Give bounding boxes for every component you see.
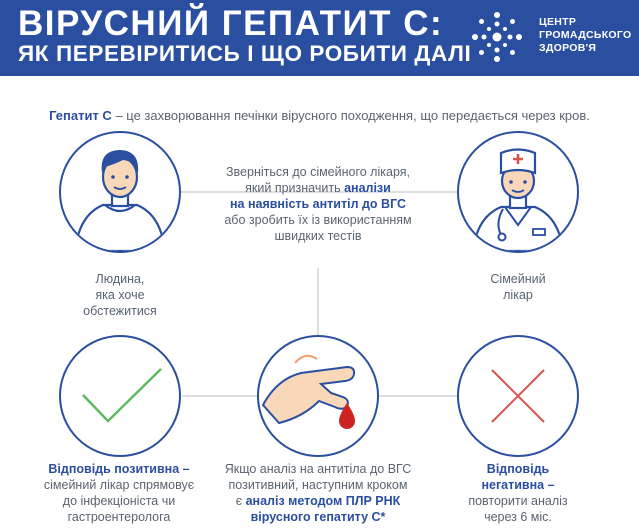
emphasis-text: на наявність антитіл до ВГС: [229, 197, 407, 211]
result-title: негативна –: [481, 478, 555, 492]
text-line: Якщо аналіз на антитіла до ВГС: [224, 462, 412, 476]
test-instructions: [198, 461, 438, 525]
negative-result-circle: [457, 335, 579, 457]
label-line: яка хоче: [95, 288, 145, 302]
person-circle: [59, 131, 181, 253]
result-title: Відповідь позитивна –: [48, 462, 190, 476]
negative-result-text: [438, 461, 598, 525]
text-line: [198, 493, 438, 509]
text-fragment: який призначить: [245, 181, 345, 195]
consult-instructions: [198, 164, 438, 244]
text-line: повторити аналіз: [468, 494, 568, 508]
org-name-line: ГРОМАДСЬКОГО: [539, 29, 632, 41]
text-line: Зверніться до сімейного лікаря,: [225, 165, 411, 179]
emphasis-text: вірусного гепатиту С*: [250, 510, 386, 524]
person-label: [40, 271, 200, 319]
org-name-line: ЦЕНТР: [539, 16, 577, 28]
text-line: [438, 477, 598, 493]
page-subtitle: ЯК ПЕРЕВІРИТИСЬ І ЩО РОБИТИ ДАЛІ: [18, 41, 472, 66]
checkmark-icon: [61, 337, 179, 455]
blood-drop-finger-icon: [259, 337, 377, 455]
text-line: [198, 180, 438, 196]
result-title: Відповідь: [486, 462, 550, 476]
doctor-circle: [457, 131, 579, 253]
label-line: Людина,: [95, 272, 145, 286]
positive-result-text: [14, 461, 224, 525]
doctor-icon: [459, 133, 577, 251]
label-line: Сімейний: [490, 272, 546, 286]
test-circle: [257, 335, 379, 457]
emphasis-text: аналізи: [344, 181, 391, 195]
text-fragment: є: [235, 494, 246, 508]
label-line: лікар: [503, 288, 533, 302]
text-line: позитивний, наступним кроком: [228, 478, 408, 492]
positive-result-circle: [59, 335, 181, 457]
org-name-line: ЗДОРОВ'Я: [539, 42, 597, 54]
label-line: обстежитися: [83, 304, 157, 318]
intro-term: Гепатит С: [49, 108, 112, 123]
cross-icon: [459, 337, 577, 455]
intro-definition: – це захворювання печінки вірусного походження, що передається через кров.: [111, 108, 590, 123]
page-title: ВІРУСНИЙ ГЕПАТИТ С:: [18, 4, 444, 43]
person-icon: [61, 133, 179, 251]
text-line: швидких тестів: [274, 229, 362, 243]
text-line: сімейний лікар спрямовує: [43, 478, 195, 492]
text-line: гастроентеролога: [67, 510, 171, 524]
text-line: або зробить їх із використанням: [224, 213, 412, 227]
emphasis-text: аналіз методом ПЛР РНК: [245, 494, 401, 508]
doctor-label: [438, 271, 598, 303]
text-line: до інфекціоніста чи: [62, 494, 176, 508]
text-line: через 6 міс.: [484, 510, 552, 524]
